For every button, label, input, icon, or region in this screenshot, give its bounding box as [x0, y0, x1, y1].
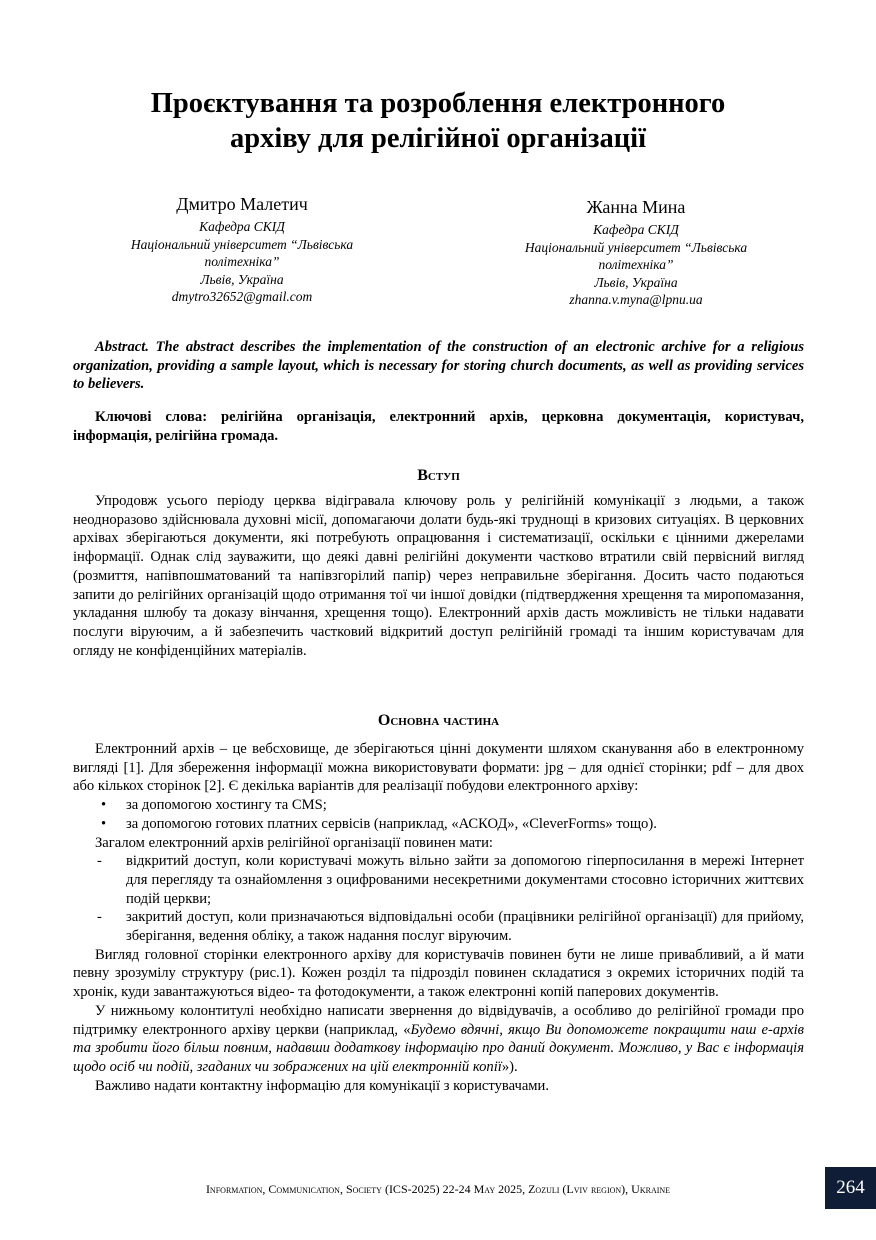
list-item	[73, 796, 804, 815]
author-university-cont: політехніка”	[204, 254, 280, 269]
paragraph: Загалом електронний архів релігійної організації повинен мати:	[95, 834, 493, 851]
abstract: Abstract. The abstract describes the implementation of the construction of an electronic archive for a religious organization, providing a sample layout, which is necessary for storing church documents, as well as providing services to believers.	[73, 339, 804, 393]
author-block-2	[490, 195, 782, 309]
bullet-list	[73, 796, 804, 833]
paragraph-text: У нижньому колонтитулі необхідно написати звернення до відвідувачів, а особливо до релігійної громади про підтримку електронного архіву церкви (наприклад, «	[73, 1002, 804, 1038]
quote-italic: Будемо вдячні, якщо Ви допоможете покращити наш е-архів та зробити його більш повним, надавши додаткову інформацію про даний документ. Можливо, у Вас є інформація щодо осіб чи подій, згаданих чи зображених на цій електронній копії	[73, 1021, 805, 1075]
bullet-marker: •	[101, 797, 107, 814]
list-item-text: за допомогою хостингу та CMS;	[126, 797, 327, 814]
dash-marker: -	[97, 853, 102, 870]
list-item	[73, 815, 804, 834]
list-item-text: відкритий доступ, коли користувачі можуть вільно зайти за допомогою гіперпосилання в мережі Інтернет для перегляду та ознайомлення з оцифрованими несекретними документами стосовно історичних життєвих подій церкви;	[126, 853, 804, 907]
paragraph	[73, 1002, 804, 1077]
paragraph: Важливо надати контактну інформацію для комунікації з користувачами.	[95, 1077, 549, 1094]
author-name: Жанна Мина	[586, 197, 686, 217]
title-line-1: Проєктування та розроблення електронного	[150, 88, 726, 119]
author-department: Кафедра СКІД	[199, 219, 285, 234]
author-city: Львів, Україна	[200, 271, 284, 287]
section-heading-main: Основна частина	[377, 712, 500, 729]
list-item	[73, 852, 804, 908]
author-email[interactable]: zhanna.v.myna@lpnu.ua	[569, 292, 703, 307]
keywords: Ключові слова: релігійна організація, електронний архів, церковна документація, користувач, інформація, релігійна громада.	[73, 409, 804, 444]
list-item-text: за допомогою готових платних сервісів (наприклад, «АСКОД», «CleverForms» тощо).	[126, 815, 657, 832]
paragraph-text-end: »).	[501, 1058, 518, 1075]
section-heading-intro: Вступ	[417, 467, 460, 484]
page-number-badge: 264	[825, 1167, 876, 1209]
intro-paragraph: Упродовж усього періоду церква відігравала ключову роль у релігійній комунікації з людьми, а також неодноразово здійснювала духовні місії, допомагаючи долати будь-які труднощі в кризових ситуаціях. В церковних архівах зберігаються документи, які потребують опрацювання і систематизації, оскільки є цінними джерелами інформації. Однак слід зауважити, що деякі давні релігійні документи частково втратили свій первісний вигляд (розмиття, напівпошматований та напівзгорілий папір) через неправильне зберігання. Досить часто подаються запити до релігійних організацій щодо отримання тої чи іншої довідки (підтвердження хрещення та миропомазання, укладання шлюбу та доказу вінчання, хрещення тощо). Електронний архів дасть можливість не тільки надавати послуги віруючим, а й забезпечить частковий відкритий доступ релігійній громаді та іншим користувачам для огляду не конфіденційних матеріалів.	[73, 493, 804, 659]
page-footer: Information, Communication, Society (ICS-2025) 22-24 May 2025, Zozuli (Lviv region), Ukraine	[205, 1182, 671, 1196]
main-section-body	[73, 740, 804, 1095]
paragraph: Вигляд головної сторінки електронного архіву для користувачів повинен бути не лише привабливий, а й мати певну зрозумілу структуру (рис.1). Кожен розділ та підрозділ повинен складатися з окремих історичних подій та хронік, куди завантажуються відео- та фотодокументи, а також електронні копій паперових документів.	[73, 946, 804, 1001]
title-line-2: архіву для релігійної організації	[229, 123, 646, 154]
author-block-1	[96, 192, 388, 306]
author-name: Дмитро Малетич	[176, 194, 308, 214]
author-city: Львів, Україна	[594, 274, 678, 290]
author-university-cont: політехніка”	[598, 257, 674, 272]
author-university: Національний університет “Львівська	[524, 239, 748, 255]
dash-marker: -	[97, 909, 102, 926]
list-item-text: закритий доступ, коли призначаються відповідальні особи (працівники релігійної організації) для прийому, зберігання, ведення обліку, а також надання послуг віруючим.	[126, 909, 804, 945]
list-item	[73, 908, 804, 945]
paragraph: Електронний архів – це вебсховище, де зберігаються цінні документи шляхом сканування або в електронному вигляді [1]. Для збереження інформації можна використовувати формати: jpg – для однієї сторінки; pdf – для двох або кількох сторінок [2]. Є декілька варіантів для реалізації побудови електронного архіву:	[73, 741, 804, 795]
author-email[interactable]: dmytro32652@gmail.com	[171, 289, 313, 304]
author-department: Кафедра СКІД	[593, 222, 679, 237]
bullet-marker: •	[101, 815, 107, 832]
author-university: Національний університет “Львівська	[130, 236, 354, 252]
page-title	[60, 86, 816, 156]
dash-list	[73, 852, 804, 946]
